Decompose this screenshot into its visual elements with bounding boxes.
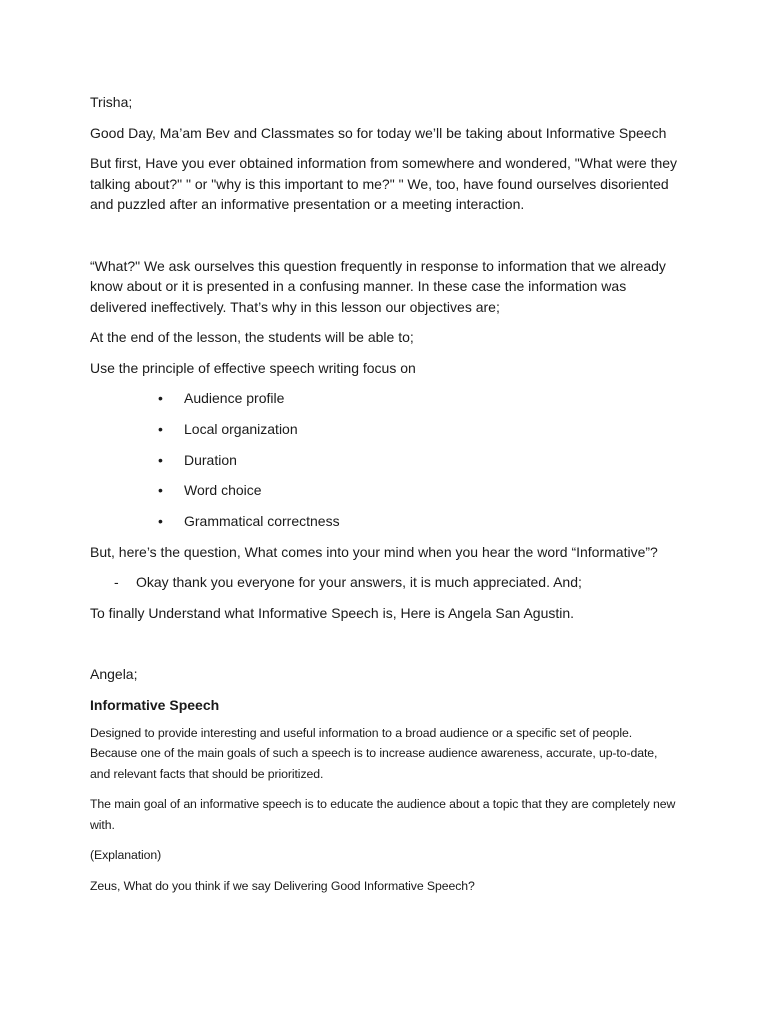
bullet-icon: • <box>158 420 163 437</box>
principle-line: Use the principle of effective speech writing focus on <box>90 359 416 376</box>
bullet-icon: • <box>158 482 163 499</box>
bullet-icon: • <box>158 451 163 468</box>
thanks-line <box>90 572 678 593</box>
objectives-intro: At the end of the lesson, the students will be able to; <box>90 329 414 345</box>
list-item <box>90 388 678 409</box>
bullet-icon: • <box>158 513 163 530</box>
dash-icon: - <box>114 574 119 591</box>
explanation-note: (Explanation) <box>90 848 162 863</box>
list-item <box>90 450 678 471</box>
thanks-text: Okay thank you everyone for your answers, it is much appreciated. And; <box>136 574 582 591</box>
intro-paragraph: But first, Have you ever obtained information from somewhere and wondered, "What were they talking about?" " or "why is this important to me?" " We, too, have found ourselves disoriented and puzzled after an informative presentation or a meeting interaction. <box>90 155 678 212</box>
list-item <box>90 419 678 440</box>
bullet-icon: • <box>158 390 163 406</box>
greeting-paragraph: Good Day, Ma’am Bev and Classmates so for today we’ll be taking about Informative Speech <box>90 124 667 141</box>
handover-paragraph: To finally Understand what Informative Speech is, Here is Angela San Agustin. <box>90 604 575 621</box>
section-heading: Informative Speech <box>90 696 220 713</box>
objectives-list <box>90 388 678 532</box>
angela-section <box>90 695 678 897</box>
definition-paragraph: Designed to provide interesting and useful information to a broad audience or a specific set of people. Because one of the main goals of such a speech is to increase audience awareness, accurate, up-to-date, and relevant facts that should be prioritized. <box>90 725 658 781</box>
list-item-text: Word choice <box>184 482 262 499</box>
question-paragraph: But, here’s the question, What comes into your mind when you hear the word “Informative”? <box>90 543 658 560</box>
list-item-text: Audience profile <box>184 390 285 406</box>
zeus-question: Zeus, What do you think if we say Delivering Good Informative Speech? <box>90 878 475 893</box>
list-item-text: Grammatical correctness <box>184 513 340 530</box>
list-item <box>90 480 678 501</box>
speaker-label-trisha: Trisha; <box>90 94 133 110</box>
list-item <box>90 511 678 532</box>
main-goal-paragraph: The main goal of an informative speech is to educate the audience about a topic that they are completely new with. <box>90 797 676 832</box>
list-item-text: Local organization <box>184 420 298 437</box>
list-item-text: Duration <box>184 451 237 468</box>
speaker-label-angela: Angela; <box>90 666 138 683</box>
what-paragraph: “What?" We ask ourselves this question frequently in response to information that we already know about or it is presented in a confusing manner. In these case the information was delivered ineffectively. That’s why in this lesson our objectives are; <box>90 257 666 315</box>
